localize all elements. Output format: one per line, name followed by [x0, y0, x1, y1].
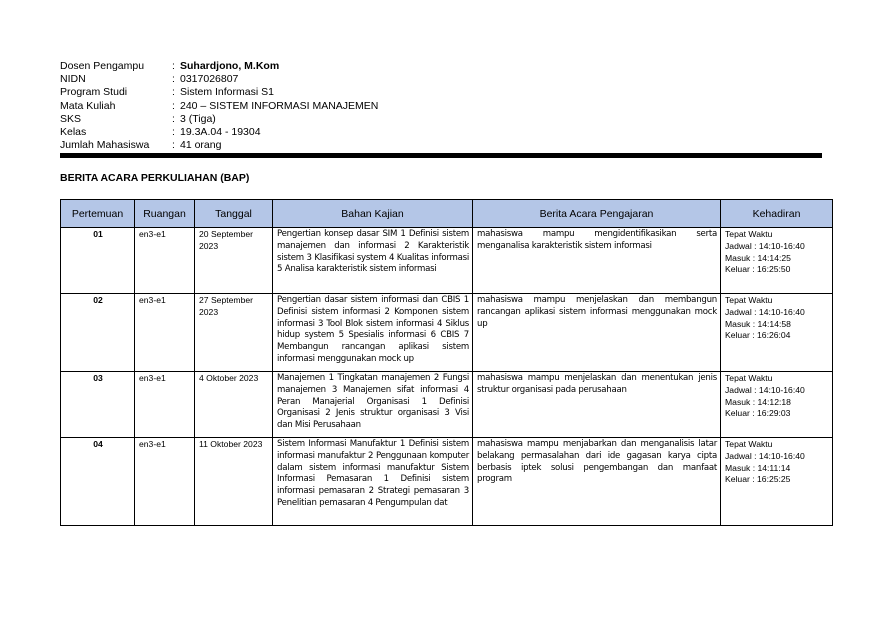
- attendance-in: Masuk : 14:11:14: [725, 462, 791, 473]
- attendance-schedule: Jadwal : 14:10-16:40: [725, 306, 805, 317]
- col-header-tanggal: Tanggal: [195, 200, 273, 228]
- info-separator: :: [172, 73, 175, 86]
- section-title: BERITA ACARA PERKULIAHAN (BAP): [60, 172, 250, 184]
- col-header-berita-acara: Berita Acara Pengajaran: [473, 200, 721, 228]
- cell-ruangan: en3-e1: [135, 372, 195, 438]
- table-row: [61, 372, 833, 438]
- cell-tanggal: 4 Oktober 2023: [195, 372, 273, 438]
- attendance-status: Tepat Waktu: [725, 295, 773, 305]
- cell-pertemuan: 03: [61, 372, 135, 438]
- attendance-schedule: Jadwal : 14:10-16:40: [725, 384, 805, 395]
- attendance-out: Keluar : 16:29:03: [725, 408, 791, 419]
- attendance-status: Tepat Waktu: [725, 229, 773, 239]
- cell-bahan-kajian: Sistem Informasi Manufaktur 1 Definisi sistem informasi manufaktur 2 Penggunaan komputer dalam sistem informasi manufaktur Sistem Informasi Pemasaran 1 Definisi sistem informasi pemasaran 2 Strategi pemasaran 3 Penelitian pemasaran 4 Pengumpulan dat: [273, 438, 473, 526]
- attendance-in: Masuk : 14:12:18: [725, 396, 791, 407]
- cell-berita-acara: mahasiswa mampu menjabarkan dan menganalisis latar belakang permasalahan dari ide gagasan karya cipta berbasis iptek solusi pengembangan dan manfaat program: [473, 438, 721, 526]
- table-header-row: [61, 200, 833, 228]
- col-header-bahan-kajian: Bahan Kajian: [273, 200, 473, 228]
- info-value: Suhardjono, M.Kom: [180, 60, 280, 72]
- info-value: 3 (Tiga): [180, 112, 216, 125]
- info-row-jumlah-mahasiswa: [60, 139, 378, 152]
- cell-berita-acara: mahasiswa mampu menjelaskan dan menentukan jenis struktur organisasi pada perusahaan: [473, 372, 721, 438]
- info-row-dosen: [60, 60, 378, 73]
- attendance-in: Masuk : 14:14:58: [725, 318, 791, 329]
- cell-tanggal: 20 September 2023: [195, 228, 273, 294]
- cell-bahan-kajian: Pengertian konsep dasar SIM 1 Definisi sistem manajemen dan informasi 2 Karakteristik sistem 3 Klasifikasi system 4 Kualitas informasi 5 Analisa karakteristik sistem informasi: [273, 228, 473, 294]
- cell-kehadiran: [721, 438, 833, 526]
- table-row: [61, 228, 833, 294]
- col-header-pertemuan: Pertemuan: [61, 200, 135, 228]
- cell-berita-acara: mahasiswa mampu menjelaskan dan membangun rancangan aplikasi sistem informasi menggunakan mock up: [473, 294, 721, 372]
- cell-tanggal: 27 September 2023: [195, 294, 273, 372]
- info-row-nidn: [60, 73, 378, 86]
- info-separator: :: [172, 112, 175, 125]
- cell-pertemuan: 04: [61, 438, 135, 526]
- info-label: Dosen Pengampu: [60, 60, 145, 72]
- info-value: 41 orang: [180, 139, 222, 152]
- cell-kehadiran: [721, 294, 833, 372]
- info-separator: :: [172, 60, 175, 72]
- info-label: Kelas: [60, 126, 87, 139]
- info-label: Program Studi: [60, 86, 128, 99]
- info-label: SKS: [60, 112, 82, 125]
- attendance-schedule: Jadwal : 14:10-16:40: [725, 240, 805, 251]
- cell-kehadiran: [721, 228, 833, 294]
- attendance-in: Masuk : 14:14:25: [725, 252, 791, 263]
- cell-bahan-kajian: Pengertian dasar sistem informasi dan CBIS 1 Definisi sistem informasi 2 Komponen sistem informasi 3 Tool Blok sistem informasi 4 Siklus hidup system 5 Spesialis informasi 6 CBIS 7 Membangun rancangan aplikasi sistem informasi menggunakan mock up: [273, 294, 473, 372]
- table-row: [61, 294, 833, 372]
- attendance-status: Tepat Waktu: [725, 373, 773, 383]
- attendance-schedule: Jadwal : 14:10-16:40: [725, 450, 805, 461]
- info-separator: :: [172, 99, 175, 112]
- info-value: 19.3A.04 - 19304: [180, 126, 261, 139]
- info-separator: :: [172, 86, 175, 99]
- info-row-program-studi: [60, 86, 378, 99]
- info-label: Jumlah Mahasiswa: [60, 139, 150, 152]
- cell-ruangan: en3-e1: [135, 294, 195, 372]
- cell-tanggal: 11 Oktober 2023: [195, 438, 273, 526]
- col-header-kehadiran: Kehadiran: [721, 200, 833, 228]
- info-row-kelas: [60, 126, 378, 139]
- info-separator: :: [172, 126, 175, 139]
- cell-pertemuan: 02: [61, 294, 135, 372]
- attendance-status: Tepat Waktu: [725, 439, 773, 449]
- cell-ruangan: en3-e1: [135, 228, 195, 294]
- table-row: [61, 438, 833, 526]
- divider-rule: [60, 153, 822, 158]
- cell-kehadiran: [721, 372, 833, 438]
- info-value: Sistem Informasi S1: [180, 86, 274, 99]
- bap-table: [60, 199, 833, 526]
- attendance-out: Keluar : 16:25:50: [725, 264, 791, 275]
- info-label: NIDN: [60, 73, 86, 86]
- cell-ruangan: en3-e1: [135, 438, 195, 526]
- info-value: 240 – SISTEM INFORMASI MANAJEMEN: [180, 99, 379, 112]
- info-row-mata-kuliah: [60, 100, 378, 113]
- cell-berita-acara: mahasiswa mampu mengidentifikasikan serta menganalisa karakteristik sistem informasi: [473, 228, 721, 294]
- col-header-ruangan: Ruangan: [135, 200, 195, 228]
- info-value: 0317026807: [180, 73, 239, 86]
- info-separator: :: [172, 139, 175, 152]
- info-row-sks: [60, 113, 378, 126]
- cell-pertemuan: 01: [61, 228, 135, 294]
- attendance-out: Keluar : 16:25:25: [725, 474, 791, 485]
- attendance-out: Keluar : 16:26:04: [725, 330, 791, 341]
- cell-bahan-kajian: Manajemen 1 Tingkatan manajemen 2 Fungsi manajemen 3 Manajemen sifat informasi 4 Peran Manajerial Organisasi 1 Definisi Organisasi 2 Jenis struktur organisasi 3 Visi dan Misi Perusahaan: [273, 372, 473, 438]
- info-label: Mata Kuliah: [60, 99, 116, 112]
- course-info: [60, 60, 378, 152]
